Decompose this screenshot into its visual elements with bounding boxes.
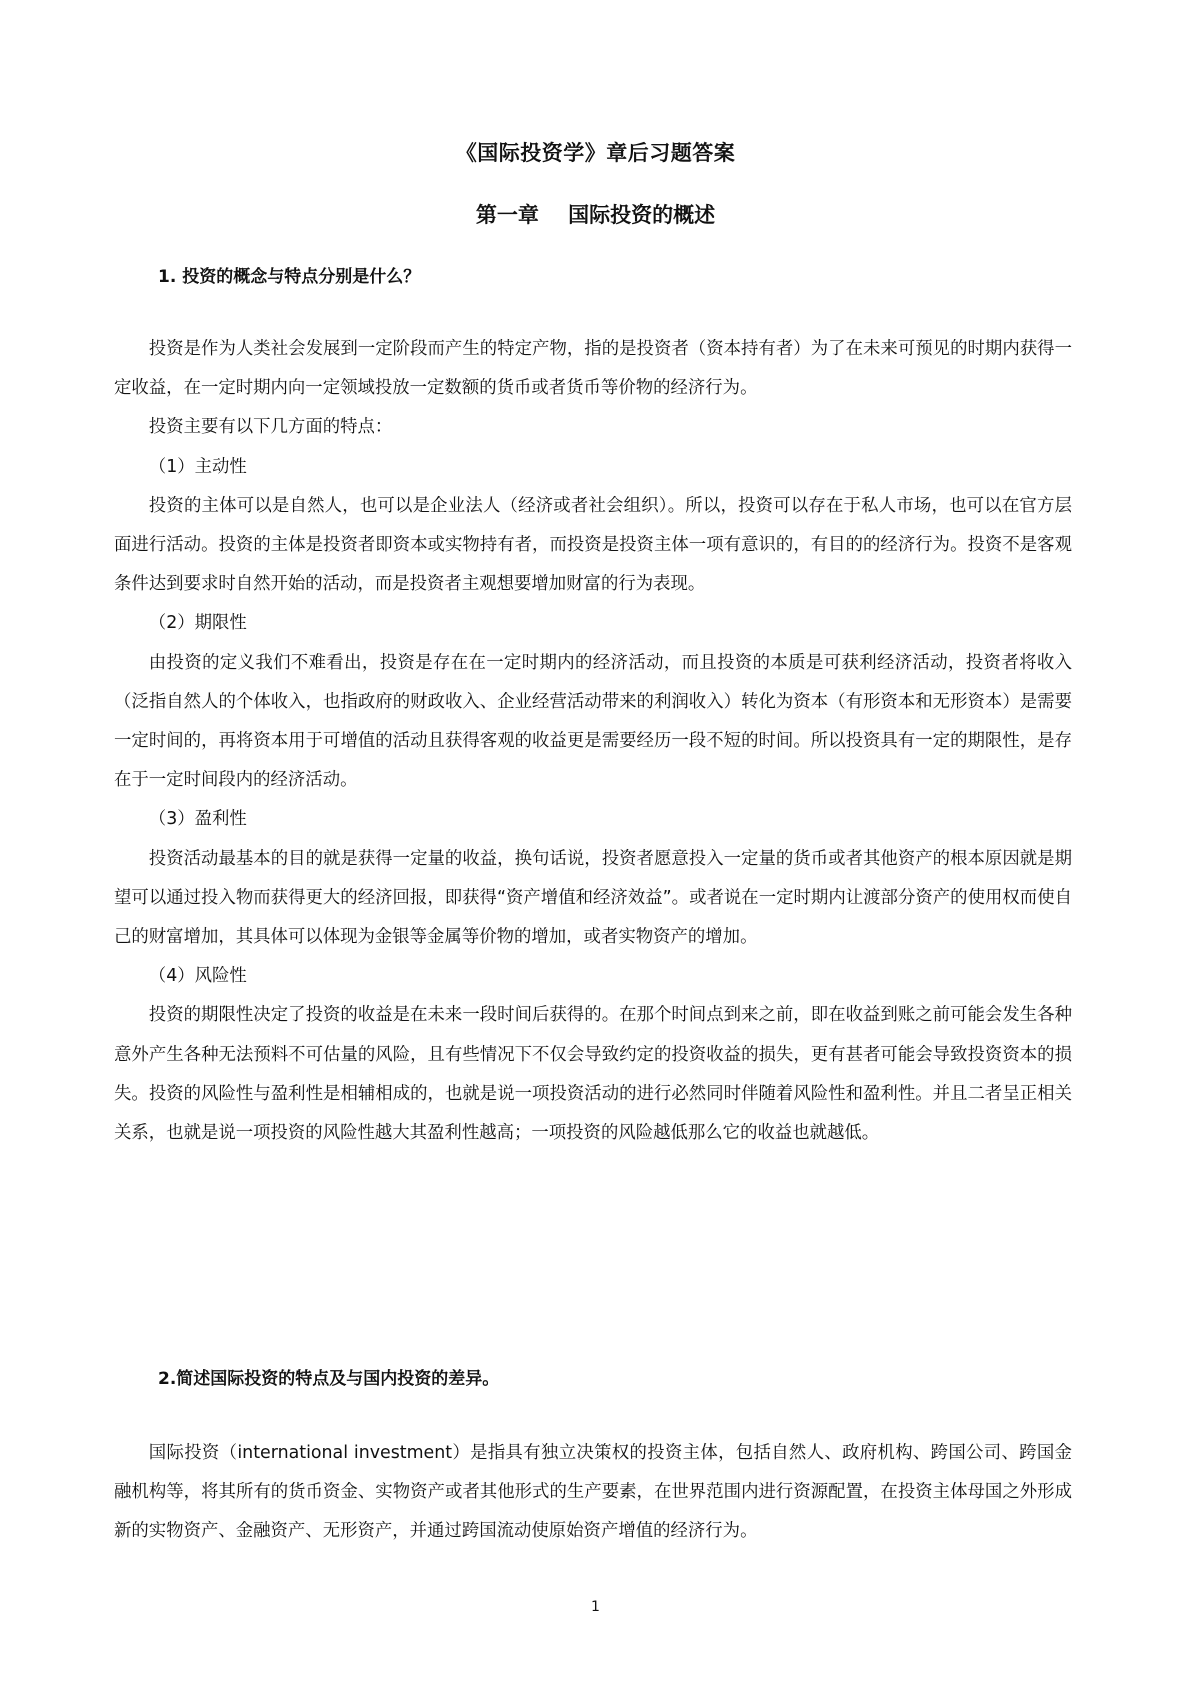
question-1-heading: 1. 投资的概念与特点分别是什么？ <box>158 267 421 287</box>
question-2-heading: 2.简述国际投资的特点及与国内投资的差异。 <box>158 1369 500 1389</box>
answer-2-body <box>114 1434 1072 1552</box>
answer-1-paragraph-profitability: 投资活动最基本的目的就是获得一定量的收益，换句话说，投资者愿意投入一定量的货币或者其他资产的根本原因就是期望可以通过投入物而获得更大的经济回报，即获得“资产增值和经济效益”。或者说在一定时期内让渡部分资产的使用权而使自己的财富增加，其具体可以体现为金银等金属等价物的增加，或者实物资产的增加。 <box>114 848 1072 948</box>
document-title: 《国际投资学》章后习题答案 <box>455 141 736 165</box>
answer-1-paragraph-features-intro: 投资主要有以下几方面的特点： <box>148 417 393 438</box>
answer-1-paragraph-definition: 投资是作为人类社会发展到一定阶段而产生的特定产物，指的是投资者（资本持有者）为了在未来可预见的时期内获得一定收益，在一定时期内向一定领域投放一定数额的货币或者货币等价物的经济行为。 <box>114 339 1072 399</box>
answer-1-body <box>114 330 1072 1153</box>
answer-1-paragraph-risk: 投资的期限性决定了投资的收益是在未来一段时间后获得的。在那个时间点到来之前，即在收益到账之前可能会发生各种意外产生各种无法预料不可估量的风险，且有些情况下不仅会导致约定的投资收益的损失，更有甚者可能会导致投资资本的损失。投资的风险性与盈利性是相辅相成的，也就是说一项投资活动的进行必然同时伴随着风险性和盈利性。并且二者呈正相关关系，也就是说一项投资的风险性越大其盈利性越高；一项投资的风险越低那么它的收益也就越低。 <box>114 1005 1072 1144</box>
page-number: 1 <box>591 1599 600 1615</box>
answer-2-paragraph-definition: 国际投资（international investment）是指具有独立决策权的投资主体，包括自然人、政府机构、跨国公司、跨国金融机构等，将其所有的货币资金、实物资产或者其他形式的生产要素，在世界范围内进行资源配置，在投资主体母国之外形成新的实物资产、金融资产、无形资产，并通过跨国流动使原始资产增值的经济行为。 <box>114 1443 1072 1542</box>
answer-1-paragraph-term: 由投资的定义我们不难看出，投资是存在在一定时期内的经济活动，而且投资的本质是可获利经济活动，投资者将收入（泛指自然人的个体收入，也指政府的财政收入、企业经营活动带来的利润收入）转化为资本（有形资本和无形资本）是需要一定时间的，再将资本用于可增值的活动且获得客观的收益更是需要经历一段不短的时间。所以投资具有一定的期限性，是存在于一定时间段内的经济活动。 <box>114 652 1072 791</box>
answer-1-subheading-term: （2）期限性 <box>148 613 247 634</box>
answer-1-subheading-risk: （4）风险性 <box>148 966 247 987</box>
answer-1-paragraph-initiative: 投资的主体可以是自然人，也可以是企业法人（经济或者社会组织）。所以，投资可以存在于私人市场，也可以在官方层面进行活动。投资的主体是投资者即资本或实物持有者，而投资是投资主体一项有意识的，有目的的经济行为。投资不是客观条件达到要求时自然开始的活动，而是投资者主观想要增加财富的行为表现。 <box>114 495 1072 595</box>
answer-1-subheading-initiative: （1）主动性 <box>148 456 247 477</box>
chapter-title: 第一章 国际投资的概述 <box>475 203 716 227</box>
answer-1-subheading-profitability: （3）盈利性 <box>148 809 247 830</box>
